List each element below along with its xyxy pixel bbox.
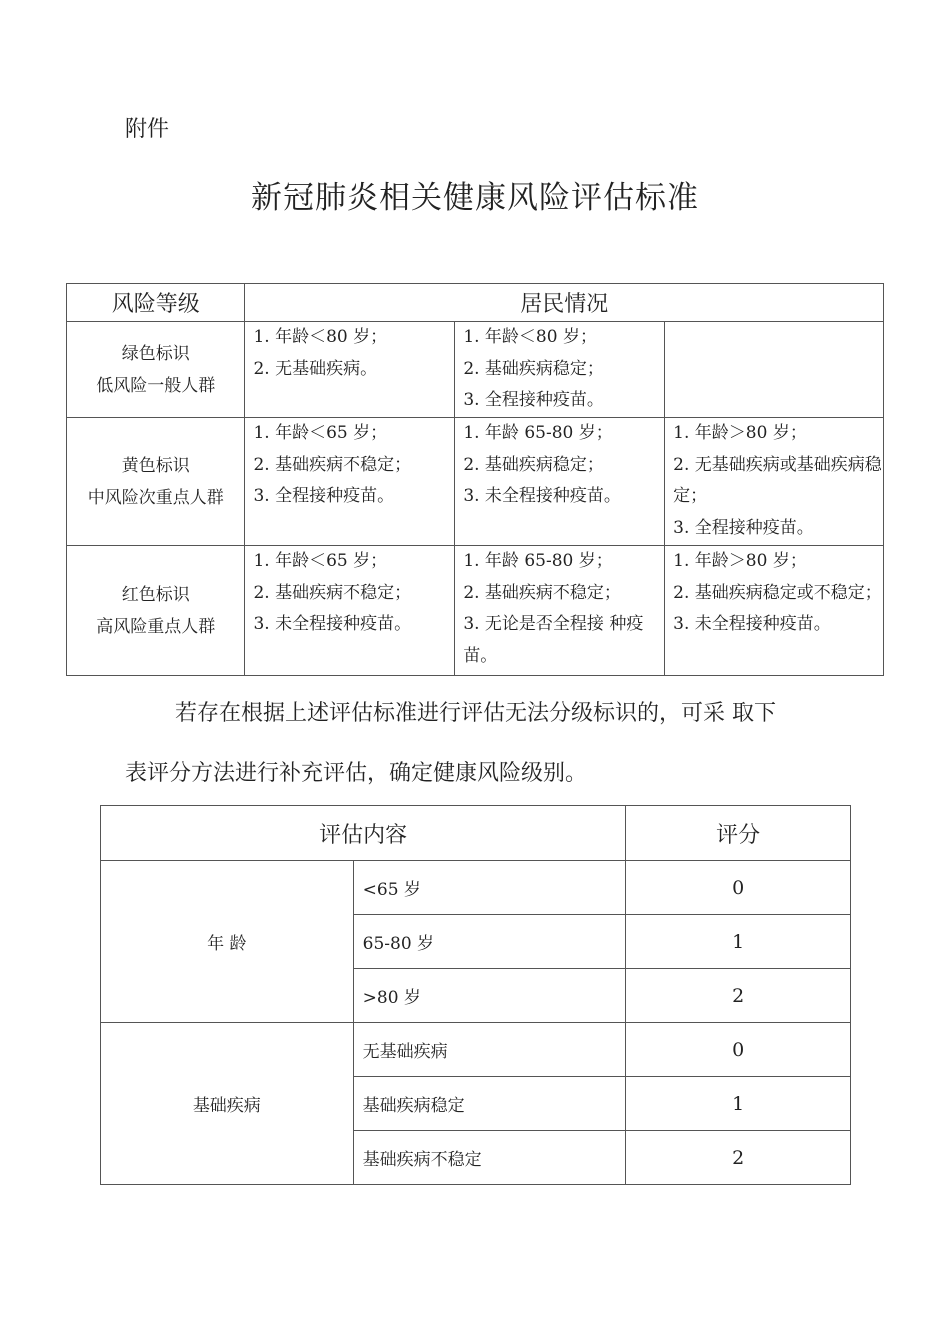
- condition-cell: [665, 546, 884, 676]
- condition-line: 2. 基础疾病稳定；: [463, 454, 604, 475]
- table-row: [101, 861, 851, 915]
- condition-cell: [245, 322, 455, 418]
- risk-group-label: 中风险次重点人群: [87, 487, 224, 508]
- condition-line: 3. 全程接种疫苗。: [463, 390, 604, 410]
- condition-cell: [245, 546, 455, 676]
- condition-cell: [665, 418, 884, 546]
- header-risk-level: 风险等级: [67, 284, 245, 322]
- header-resident-situation: 居民情况: [245, 284, 884, 322]
- option-cell: 基础疾病稳定: [353, 1077, 626, 1131]
- condition-line: 3. 无论是否全程接 种疫苗。: [463, 614, 644, 666]
- paragraph-line: 若存在根据上述评估标准进行评估无法分级标识的，可采 取下: [175, 701, 776, 726]
- option-cell: 无基础疾病: [353, 1023, 626, 1077]
- option-cell: 65-80 岁: [353, 915, 626, 969]
- risk-level-cell: [67, 418, 245, 546]
- paragraph-line: 表评分方法进行补充评估，确定健康风险级别。: [125, 761, 588, 786]
- risk-criteria-table: [66, 283, 884, 676]
- category-cell: 基础疾病: [101, 1023, 354, 1185]
- risk-level-cell: [67, 546, 245, 676]
- condition-line: 2. 无基础疾病或基础疾病稳定；: [673, 454, 882, 506]
- risk-color-label: 绿色标识: [121, 343, 190, 364]
- score-cell: 0: [626, 861, 851, 915]
- table-row: [67, 546, 884, 676]
- condition-line: 1. 年龄＜65 岁；: [253, 423, 388, 443]
- risk-group-label: 低风险一般人群: [96, 375, 216, 396]
- option-cell: <65 岁: [353, 861, 626, 915]
- condition-line: 3. 未全程接种疫苗。: [673, 614, 831, 634]
- score-cell: 2: [626, 969, 851, 1023]
- supplementary-paragraph: [125, 684, 890, 804]
- condition-line: 3. 全程接种疫苗。: [673, 517, 814, 538]
- score-cell: 2: [626, 1131, 851, 1185]
- score-cell: 0: [626, 1023, 851, 1077]
- option-cell: >80 岁: [353, 969, 626, 1023]
- risk-level-cell: [67, 322, 245, 418]
- scoring-table: [100, 805, 851, 1185]
- condition-cell: [455, 546, 665, 676]
- category-cell: 年 龄: [101, 861, 354, 1023]
- condition-cell-empty: [665, 322, 884, 418]
- condition-line: 3. 全程接种疫苗。: [253, 486, 395, 506]
- score-cell: 1: [626, 1077, 851, 1131]
- risk-group-label: 高风险重点人群: [96, 616, 216, 637]
- condition-line: 3. 未全程接种疫苗。: [253, 614, 412, 634]
- table-row: [67, 322, 884, 418]
- condition-line: 3. 未全程接种疫苗。: [463, 486, 621, 506]
- option-cell: 基础疾病不稳定: [353, 1131, 626, 1185]
- table-header-row: [101, 806, 851, 861]
- risk-color-label: 红色标识: [121, 584, 190, 605]
- condition-line: 2. 基础疾病不稳定；: [253, 454, 412, 475]
- table-row: [67, 418, 884, 546]
- condition-line: 1. 年龄 65-80 岁；: [463, 551, 613, 571]
- condition-line: 2. 基础疾病稳定或不稳定；: [673, 582, 882, 603]
- condition-line: 1. 年龄 65-80 岁；: [463, 423, 613, 443]
- score-cell: 1: [626, 915, 851, 969]
- condition-line: 2. 基础疾病稳定；: [463, 358, 604, 379]
- attachment-label: 附件: [125, 117, 170, 142]
- condition-line: 2. 无基础疾病。: [253, 358, 378, 379]
- table-row: [101, 1023, 851, 1077]
- condition-line: 2. 基础疾病不稳定；: [463, 582, 621, 603]
- condition-line: 1. 年龄＞80 岁；: [673, 423, 807, 443]
- condition-cell: [455, 418, 665, 546]
- condition-line: 1. 年龄＜80 岁；: [463, 327, 597, 347]
- condition-line: 1. 年龄＜80 岁；: [253, 327, 388, 347]
- header-score: 评分: [626, 806, 851, 861]
- condition-cell: [245, 418, 455, 546]
- condition-line: 2. 基础疾病不稳定；: [253, 582, 412, 603]
- risk-color-label: 黄色标识: [121, 455, 190, 476]
- header-assessment-content: 评估内容: [101, 806, 626, 861]
- condition-line: 1. 年龄＞80 岁；: [673, 551, 807, 571]
- condition-line: 1. 年龄＜65 岁；: [253, 551, 388, 571]
- condition-cell: [455, 322, 665, 418]
- page-title: 新冠肺炎相关健康风险评估标准: [251, 180, 699, 216]
- table-header-row: [67, 284, 884, 322]
